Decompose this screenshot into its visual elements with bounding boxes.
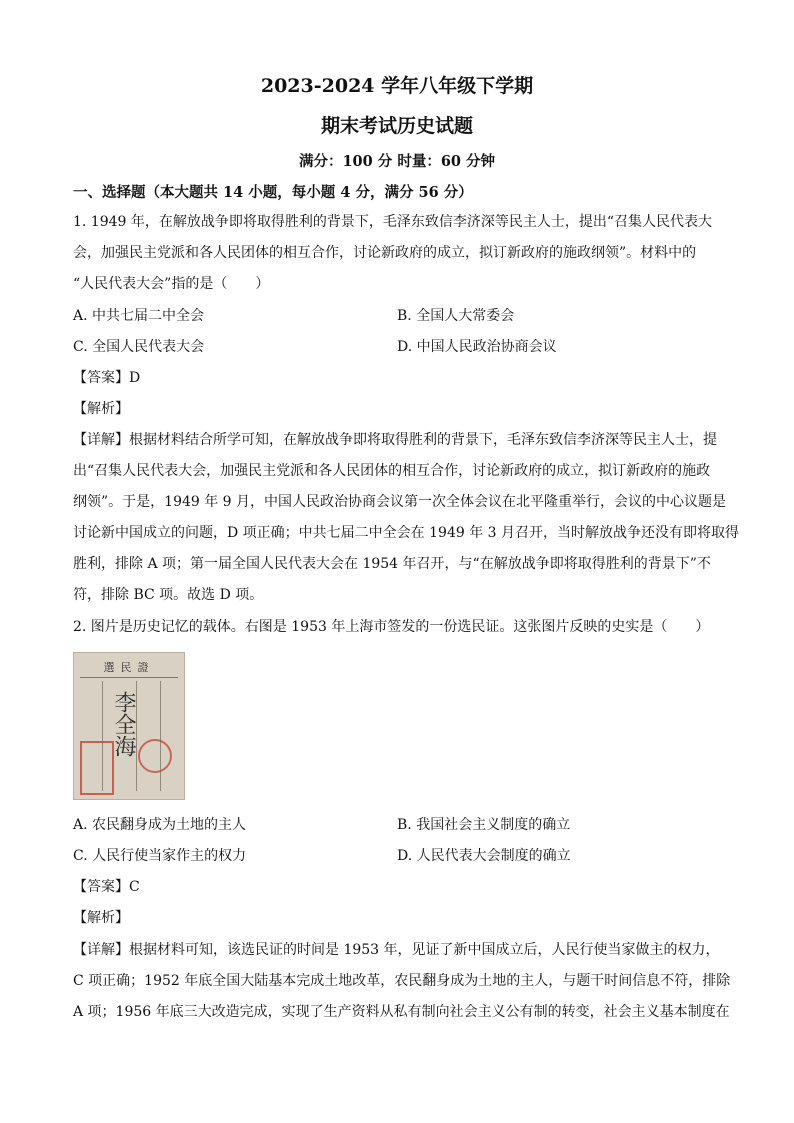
certificate-rule	[80, 677, 178, 678]
q2-detail-text-1: 根据材料可知，该选民证的时间是 1953 年，见证了新中国成立后，人民行使当家做主的权力，	[129, 942, 720, 958]
q2-stem: 2. 图片是历史记忆的载体。右图是 1953 年上海市签发的一份选民证。这张图片反映的史实是（ ）	[73, 619, 710, 635]
certificate-column-line	[160, 681, 161, 791]
certificate-heading: 選民證	[103, 661, 155, 674]
q1-option-d: D. 中国人民政治协商会议	[397, 339, 557, 355]
q2-analysis-tag: 【解析】	[73, 910, 129, 926]
voter-certificate-image	[73, 652, 185, 800]
q1-stem-line-1: 1. 1949 年，在解放战争即将取得胜利的背景下，毛泽东致信李济深等民主人士，提出“召集人民代表大	[73, 214, 713, 230]
section-heading: 一、选择题（本大题共 14 小题，每小题 4 分，满分 56 分）	[73, 184, 473, 201]
q1-option-a: A. 中共七届二中全会	[73, 308, 205, 324]
q1-answer-row	[73, 368, 733, 388]
q1-detail-text-1: 根据材料结合所学可知，在解放战争即将取得胜利的背景下，毛泽东致信李济深等民主人士，提	[129, 432, 717, 448]
q1-detail-tag: 【详解】	[73, 432, 129, 448]
q2-answer-value: C	[129, 879, 140, 895]
q2-detail-line-3: A 项；1956 年底三大改造完成，实现了生产资料从私有制向社会主义公有制的转变，社会主义基本制度在	[73, 1004, 730, 1020]
exam-title-year: 2023-2024 学年八年级下学期	[260, 75, 534, 97]
q1-answer-value: D	[129, 370, 141, 386]
q2-option-d: D. 人民代表大会制度的确立	[397, 848, 571, 864]
q1-detail-line-6: 符，排除 BC 项。故选 D 项。	[73, 587, 264, 603]
q1-analysis-tag: 【解析】	[73, 401, 129, 417]
q1-option-b: B. 全国人大常委会	[397, 308, 515, 324]
q1-stem-line-2: 会，加强民主党派和各人民团体的相互合作，讨论新政府的成立，拟订新政府的施政纲领”。材料中的	[73, 245, 697, 261]
q1-detail-line-1	[73, 430, 733, 450]
q2-option-c: C. 人民行使当家作主的权力	[73, 848, 247, 864]
q2-option-a: A. 农民翻身成为土地的主人	[73, 817, 247, 833]
certificate-holder-name: 李全海	[111, 691, 136, 757]
q1-detail-line-5: 胜利，排除 A 项；第一届全国人民代表大会在 1954 年召开，与“在解放战争即将取得胜利的背景下”不	[73, 556, 711, 572]
q2-answer-row	[73, 877, 733, 897]
q1-detail-line-2: 出“召集人民代表大会，加强民主党派和各人民团体的相互合作，讨论新政府的成立，拟订新政府的施政	[73, 463, 711, 479]
q2-detail-line-2: C 项正确；1952 年底全国大陆基本完成土地改革，农民翻身成为土地的主人，与题干时间信息不符，排除	[73, 973, 731, 989]
q1-detail-line-3: 纲领”。于是，1949 年 9 月，中国人民政治协商会议第一次全体会议在北平隆重举行，会议的中心议题是	[73, 494, 727, 510]
q1-stem-line-3: “人民代表大会”指的是（ ）	[73, 276, 270, 292]
q2-option-b: B. 我国社会主义制度的确立	[397, 817, 571, 833]
q2-detail-tag: 【详解】	[73, 942, 129, 958]
q1-option-c: C. 全国人民代表大会	[73, 339, 205, 355]
q2-detail-line-1	[73, 940, 733, 960]
exam-title-subject: 期末考试历史试题	[320, 115, 473, 137]
q2-answer-tag: 【答案】	[73, 879, 129, 895]
round-seal-stamp	[138, 739, 172, 773]
score-time-info: 满分：100 分 时量：60 分钟	[298, 153, 496, 170]
red-seal-stamp	[80, 741, 114, 795]
q1-answer-tag: 【答案】	[73, 370, 129, 386]
q1-detail-line-4: 讨论新中国成立的问题，D 项正确；中共七届二中全会在 1949 年 3 月召开，当时解放战争还没有即将取得	[73, 525, 740, 541]
